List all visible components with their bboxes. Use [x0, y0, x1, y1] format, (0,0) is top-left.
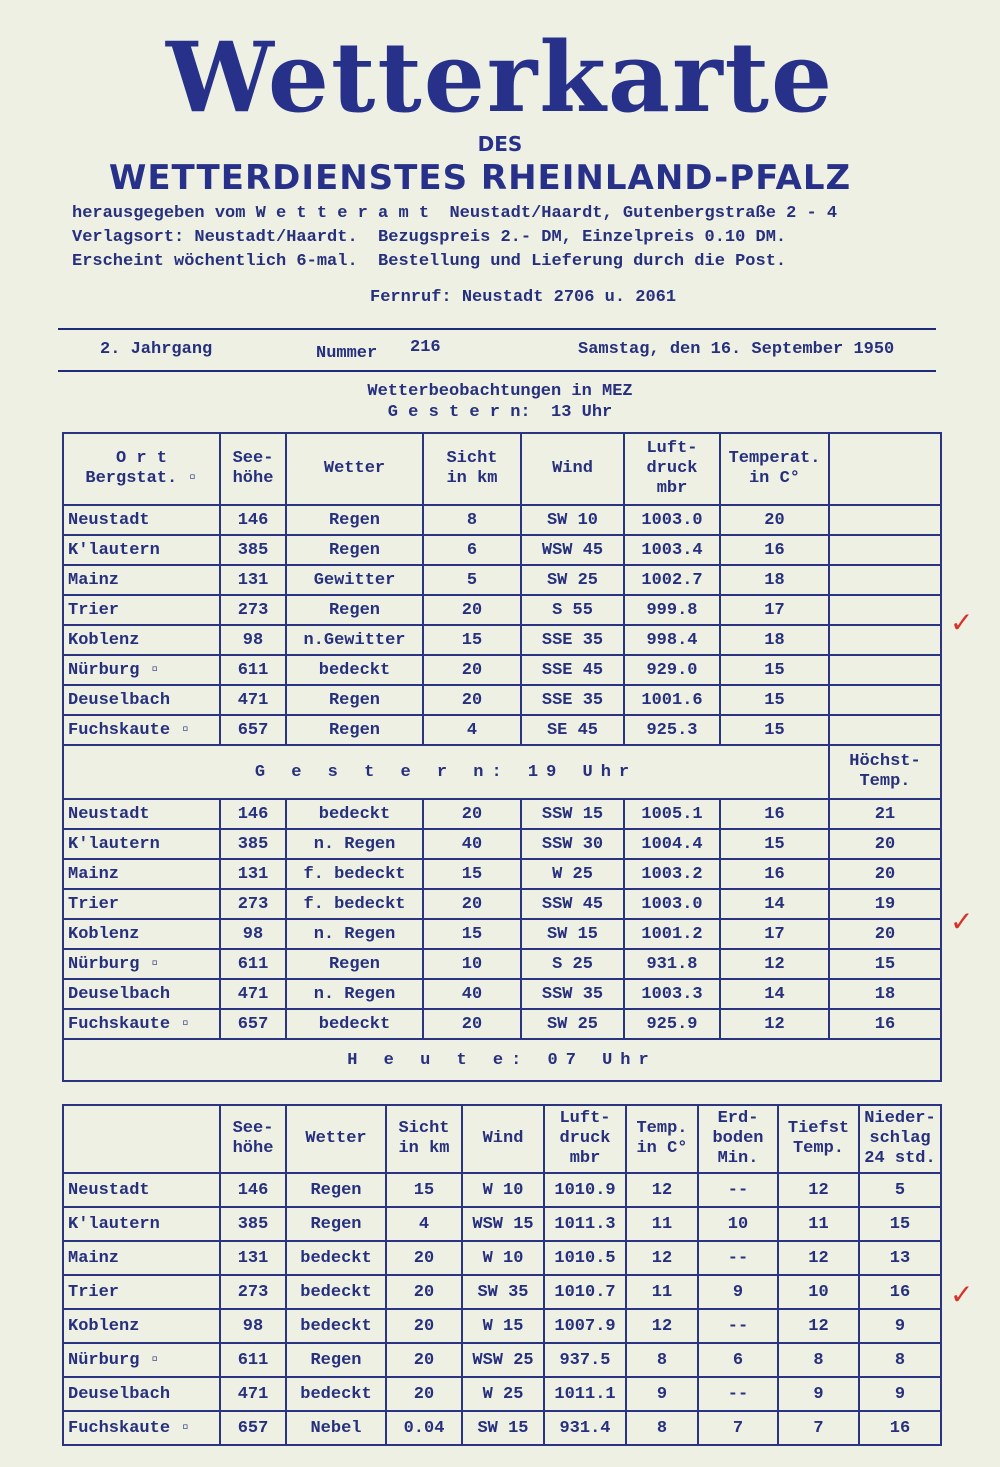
table-cell: 12	[778, 1173, 859, 1207]
table-cell: Neustadt	[63, 799, 220, 829]
table-cell: 385	[220, 829, 286, 859]
table-cell: 1003.0	[624, 505, 720, 535]
table-cell: 931.8	[624, 949, 720, 979]
table-cell: Wetter	[286, 1105, 386, 1173]
check-mark-icon: ✓	[950, 1278, 974, 1311]
table-cell: SSE 35	[521, 685, 624, 715]
table-row	[63, 655, 941, 685]
table-cell: Koblenz	[63, 625, 220, 655]
table-cell: Wetter	[286, 433, 423, 505]
table-cell	[829, 535, 941, 565]
table-cell: Regen	[286, 715, 423, 745]
table-cell	[63, 1105, 220, 1173]
table-cell: 1001.2	[624, 919, 720, 949]
table-cell: 15	[829, 949, 941, 979]
table-row	[63, 949, 941, 979]
section-row	[63, 1039, 941, 1081]
table-gestern	[62, 432, 942, 1082]
table-cell: n.Gewitter	[286, 625, 423, 655]
jahrgang: 2. Jahrgang	[100, 340, 213, 359]
table-cell: 98	[220, 919, 286, 949]
table-cell: --	[698, 1173, 778, 1207]
table-cell: 15	[720, 715, 829, 745]
table-cell: SE 45	[521, 715, 624, 745]
table-cell: 15	[859, 1207, 941, 1241]
table-cell: SSW 35	[521, 979, 624, 1009]
nummer-value: 216	[410, 338, 441, 357]
table-cell: Trier	[63, 595, 220, 625]
table-cell: 131	[220, 859, 286, 889]
table-cell: 1010.7	[544, 1275, 626, 1309]
table-cell: Regen	[286, 1173, 386, 1207]
phone-line: Fernruf: Neustadt 2706 u. 2061	[370, 288, 677, 307]
table-cell: 16	[829, 1009, 941, 1039]
table-cell: 8	[626, 1343, 698, 1377]
table-cell: 9	[859, 1377, 941, 1411]
table-cell: 1011.1	[544, 1377, 626, 1411]
table-cell: 385	[220, 1207, 286, 1241]
table-cell: bedeckt	[286, 1309, 386, 1343]
table-cell: G e s t e r n: 19 Uhr	[63, 745, 829, 799]
table-cell: K'lautern	[63, 535, 220, 565]
table-row	[63, 505, 941, 535]
table-row	[63, 1411, 941, 1445]
table-cell: Sicht in km	[423, 433, 521, 505]
table-cell: SSW 45	[521, 889, 624, 919]
table-row	[63, 919, 941, 949]
table-cell: Deuselbach	[63, 979, 220, 1009]
table-cell: 40	[423, 979, 521, 1009]
table-cell: bedeckt	[286, 1009, 423, 1039]
table-cell: 17	[720, 919, 829, 949]
table-row	[63, 1173, 941, 1207]
table-row	[63, 1275, 941, 1309]
table-cell: 11	[626, 1275, 698, 1309]
table-cell: 1005.1	[624, 799, 720, 829]
table-cell: 20	[829, 829, 941, 859]
table-cell: Deuselbach	[63, 1377, 220, 1411]
table-cell: 5	[423, 565, 521, 595]
publisher-line: Verlagsort: Neustadt/Haardt. Bezugspreis 2.- DM, Einzelpreis 0.10 DM.	[72, 228, 787, 247]
table-cell: Höchst- Temp.	[829, 745, 941, 799]
table-cell: SW 25	[521, 565, 624, 595]
table-cell: WSW 15	[462, 1207, 544, 1241]
table-row	[63, 859, 941, 889]
rule-top	[58, 328, 936, 330]
table-cell: 657	[220, 1009, 286, 1039]
table-cell: Trier	[63, 1275, 220, 1309]
table-cell: Regen	[286, 1207, 386, 1241]
table-cell: 10	[778, 1275, 859, 1309]
table-cell: 1001.6	[624, 685, 720, 715]
table-cell: SSW 15	[521, 799, 624, 829]
table-cell: Nürburg ▫	[63, 1343, 220, 1377]
table-cell	[829, 595, 941, 625]
table-cell: 657	[220, 1411, 286, 1445]
table-header-row	[63, 1105, 941, 1173]
table-cell: 20	[386, 1343, 462, 1377]
table-cell: Erd- boden Min.	[698, 1105, 778, 1173]
table-cell: 21	[829, 799, 941, 829]
table-row	[63, 565, 941, 595]
table-cell: Luft- druck mbr	[624, 433, 720, 505]
table-row	[63, 1009, 941, 1039]
table-cell: 98	[220, 625, 286, 655]
table-cell: Nürburg ▫	[63, 655, 220, 685]
table-cell: Regen	[286, 685, 423, 715]
table-cell: W 15	[462, 1309, 544, 1343]
table-cell: 925.3	[624, 715, 720, 745]
table-cell: 8	[423, 505, 521, 535]
table-cell: 4	[386, 1207, 462, 1241]
table-cell: 471	[220, 979, 286, 1009]
table-cell: 15	[423, 919, 521, 949]
table-cell: 15	[423, 859, 521, 889]
table-cell: See- höhe	[220, 1105, 286, 1173]
table-row	[63, 1343, 941, 1377]
masthead-title: Wetterkarte	[165, 21, 835, 134]
table-cell: 273	[220, 1275, 286, 1309]
table-cell: 9	[698, 1275, 778, 1309]
table-cell: 1007.9	[544, 1309, 626, 1343]
table-cell: 0.04	[386, 1411, 462, 1445]
table-cell: Nebel	[286, 1411, 386, 1445]
masthead-des: DES	[477, 132, 523, 156]
table-row	[63, 889, 941, 919]
table-cell: Regen	[286, 949, 423, 979]
table-cell: Fuchskaute ▫	[63, 1411, 220, 1445]
table-cell: SSE 35	[521, 625, 624, 655]
table-cell: 9	[626, 1377, 698, 1411]
table-cell: 131	[220, 565, 286, 595]
table-cell: f. bedeckt	[286, 889, 423, 919]
table-cell: Mainz	[63, 565, 220, 595]
table-cell: O r t Bergstat. ▫	[63, 433, 220, 505]
publisher-line: herausgegeben vom W e t t e r a m t Neustadt/Haardt, Gutenbergstraße 2 - 4	[72, 204, 838, 223]
table-cell: 1010.5	[544, 1241, 626, 1275]
table-cell: 937.5	[544, 1343, 626, 1377]
table-row	[63, 979, 941, 1009]
table-cell: f. bedeckt	[286, 859, 423, 889]
table-cell: 1011.3	[544, 1207, 626, 1241]
table-row	[63, 625, 941, 655]
table-cell: 131	[220, 1241, 286, 1275]
table-cell: Tiefst Temp.	[778, 1105, 859, 1173]
table-cell	[829, 433, 941, 505]
table-cell: 146	[220, 799, 286, 829]
table-row	[63, 1377, 941, 1411]
table-cell: 17	[720, 595, 829, 625]
table-cell: 611	[220, 655, 286, 685]
table-cell: 15	[386, 1173, 462, 1207]
table-cell: 20	[829, 859, 941, 889]
section-subtitle: G e s t e r n: 13 Uhr	[387, 403, 613, 422]
table-cell: 15	[720, 685, 829, 715]
table-cell: SW 35	[462, 1275, 544, 1309]
table-cell: 20	[386, 1377, 462, 1411]
table-cell: 20	[829, 919, 941, 949]
table-cell: Regen	[286, 1343, 386, 1377]
table-cell: 20	[386, 1275, 462, 1309]
section-row	[63, 745, 941, 799]
nummer-label: Nummer	[316, 344, 378, 363]
table-cell: 20	[386, 1241, 462, 1275]
table-cell: Trier	[63, 889, 220, 919]
table-cell: 9	[859, 1309, 941, 1343]
table-cell: 1003.0	[624, 889, 720, 919]
table-cell: 18	[829, 979, 941, 1009]
table-cell: Fuchskaute ▫	[63, 1009, 220, 1039]
check-mark-icon: ✓	[950, 606, 974, 639]
table-cell: 1004.4	[624, 829, 720, 859]
table-cell: Koblenz	[63, 919, 220, 949]
table-cell: bedeckt	[286, 1377, 386, 1411]
table-cell: Sicht in km	[386, 1105, 462, 1173]
table-cell: 6	[698, 1343, 778, 1377]
table-cell: 146	[220, 1173, 286, 1207]
table-cell: 7	[778, 1411, 859, 1445]
table-cell: 20	[423, 1009, 521, 1039]
table-cell: 611	[220, 949, 286, 979]
table-cell: Nürburg ▫	[63, 949, 220, 979]
table-cell: Nieder- schlag 24 std.	[859, 1105, 941, 1173]
table-cell	[829, 685, 941, 715]
table-cell: SW 15	[462, 1411, 544, 1445]
table-row	[63, 715, 941, 745]
table-cell: 471	[220, 685, 286, 715]
table-row	[63, 829, 941, 859]
table-cell	[829, 655, 941, 685]
table-cell: S 25	[521, 949, 624, 979]
table-cell: Temp. in C°	[626, 1105, 698, 1173]
table-cell: Temperat. in C°	[720, 433, 829, 505]
table-cell: 611	[220, 1343, 286, 1377]
table-row	[63, 595, 941, 625]
table-cell: 6	[423, 535, 521, 565]
table-cell: 9	[778, 1377, 859, 1411]
table-cell: 18	[720, 625, 829, 655]
table-cell: 1003.3	[624, 979, 720, 1009]
table-cell: 20	[423, 595, 521, 625]
table-cell: 5	[859, 1173, 941, 1207]
table-cell: 40	[423, 829, 521, 859]
table-cell: --	[698, 1241, 778, 1275]
table-cell: 18	[720, 565, 829, 595]
table-row	[63, 685, 941, 715]
table-cell: SSW 30	[521, 829, 624, 859]
table-row	[63, 1309, 941, 1343]
table-cell: W 10	[462, 1173, 544, 1207]
table-cell: K'lautern	[63, 829, 220, 859]
table-cell: bedeckt	[286, 655, 423, 685]
masthead-service: WETTERDIENSTES RHEINLAND-PFALZ	[108, 158, 852, 198]
table-cell: 471	[220, 1377, 286, 1411]
table-cell: 20	[423, 889, 521, 919]
table-cell: 146	[220, 505, 286, 535]
table-cell: SW 15	[521, 919, 624, 949]
table-cell: 16	[720, 535, 829, 565]
table-cell: 10	[423, 949, 521, 979]
table-row	[63, 1241, 941, 1275]
table-row	[63, 535, 941, 565]
table-cell: 20	[386, 1309, 462, 1343]
table-cell: 13	[859, 1241, 941, 1275]
table-cell: 11	[778, 1207, 859, 1241]
table-cell: 12	[626, 1241, 698, 1275]
table-cell: 14	[720, 979, 829, 1009]
table-cell	[829, 625, 941, 655]
table-cell: bedeckt	[286, 799, 423, 829]
issue-date: Samstag, den 16. September 1950	[578, 340, 895, 359]
table-cell: 12	[626, 1173, 698, 1207]
table-cell: 16	[859, 1275, 941, 1309]
table-cell: 1003.4	[624, 535, 720, 565]
table-cell: SW 25	[521, 1009, 624, 1039]
table-cell: 12	[626, 1309, 698, 1343]
table-cell: Regen	[286, 535, 423, 565]
table-cell: 1003.2	[624, 859, 720, 889]
table-cell: 19	[829, 889, 941, 919]
table-cell: Neustadt	[63, 1173, 220, 1207]
table-cell: 999.8	[624, 595, 720, 625]
table-cell: 16	[720, 799, 829, 829]
table-cell: 1002.7	[624, 565, 720, 595]
table-heute	[62, 1104, 942, 1446]
table-cell: SW 10	[521, 505, 624, 535]
table-cell: 1010.9	[544, 1173, 626, 1207]
table-header-row	[63, 433, 941, 505]
table-cell: W 25	[462, 1377, 544, 1411]
table-cell: Koblenz	[63, 1309, 220, 1343]
table-cell: 273	[220, 889, 286, 919]
table-cell: 385	[220, 535, 286, 565]
publisher-line: Erscheint wöchentlich 6-mal. Bestellung und Lieferung durch die Post.	[72, 252, 787, 271]
table-cell: 4	[423, 715, 521, 745]
table-cell: bedeckt	[286, 1241, 386, 1275]
rule-bottom	[58, 370, 936, 372]
table-row	[63, 1207, 941, 1241]
table-cell: Luft- druck mbr	[544, 1105, 626, 1173]
table-cell: n. Regen	[286, 829, 423, 859]
table-cell: n. Regen	[286, 979, 423, 1009]
table-cell: 98	[220, 1309, 286, 1343]
table-cell: 929.0	[624, 655, 720, 685]
table-cell	[829, 565, 941, 595]
table-cell: 12	[778, 1241, 859, 1275]
table-cell: 657	[220, 715, 286, 745]
table-cell: --	[698, 1377, 778, 1411]
table-cell: 12	[720, 949, 829, 979]
table-cell: Regen	[286, 505, 423, 535]
table-cell: 20	[423, 655, 521, 685]
table-cell: 15	[720, 829, 829, 859]
table-cell: 8	[626, 1411, 698, 1445]
table-cell: 20	[423, 799, 521, 829]
table-cell: WSW 25	[462, 1343, 544, 1377]
table-cell: 20	[720, 505, 829, 535]
table-cell: Deuselbach	[63, 685, 220, 715]
table-cell: 998.4	[624, 625, 720, 655]
table-cell: Regen	[286, 595, 423, 625]
table-cell: Neustadt	[63, 505, 220, 535]
table-cell: 15	[423, 625, 521, 655]
table-cell: SSE 45	[521, 655, 624, 685]
table-cell: Wind	[462, 1105, 544, 1173]
table-cell: 20	[423, 685, 521, 715]
table-cell: bedeckt	[286, 1275, 386, 1309]
table-cell	[829, 505, 941, 535]
table-row	[63, 799, 941, 829]
check-mark-icon: ✓	[950, 905, 974, 938]
table-cell: 931.4	[544, 1411, 626, 1445]
table-cell: K'lautern	[63, 1207, 220, 1241]
table-cell: Gewitter	[286, 565, 423, 595]
table-cell: 11	[626, 1207, 698, 1241]
table-cell: Wind	[521, 433, 624, 505]
section-title: Wetterbeobachtungen in MEZ	[367, 382, 633, 401]
table-cell: Mainz	[63, 859, 220, 889]
table-cell: 12	[778, 1309, 859, 1343]
table-cell: Fuchskaute ▫	[63, 715, 220, 745]
table-cell: 16	[720, 859, 829, 889]
table-cell: W 10	[462, 1241, 544, 1275]
table-cell: 12	[720, 1009, 829, 1039]
table-cell	[829, 715, 941, 745]
table-cell: 8	[778, 1343, 859, 1377]
table-cell: Mainz	[63, 1241, 220, 1275]
table-cell: See- höhe	[220, 433, 286, 505]
table-cell: W 25	[521, 859, 624, 889]
table-cell: 925.9	[624, 1009, 720, 1039]
table-cell: 8	[859, 1343, 941, 1377]
table-cell: 16	[859, 1411, 941, 1445]
table-cell: 15	[720, 655, 829, 685]
table-cell: --	[698, 1309, 778, 1343]
table-cell: n. Regen	[286, 919, 423, 949]
table-cell: 273	[220, 595, 286, 625]
table-cell: 7	[698, 1411, 778, 1445]
table-cell: WSW 45	[521, 535, 624, 565]
table-cell: 14	[720, 889, 829, 919]
table-cell: S 55	[521, 595, 624, 625]
table-cell: 10	[698, 1207, 778, 1241]
table-cell: H e u t e: 07 Uhr	[63, 1039, 941, 1081]
